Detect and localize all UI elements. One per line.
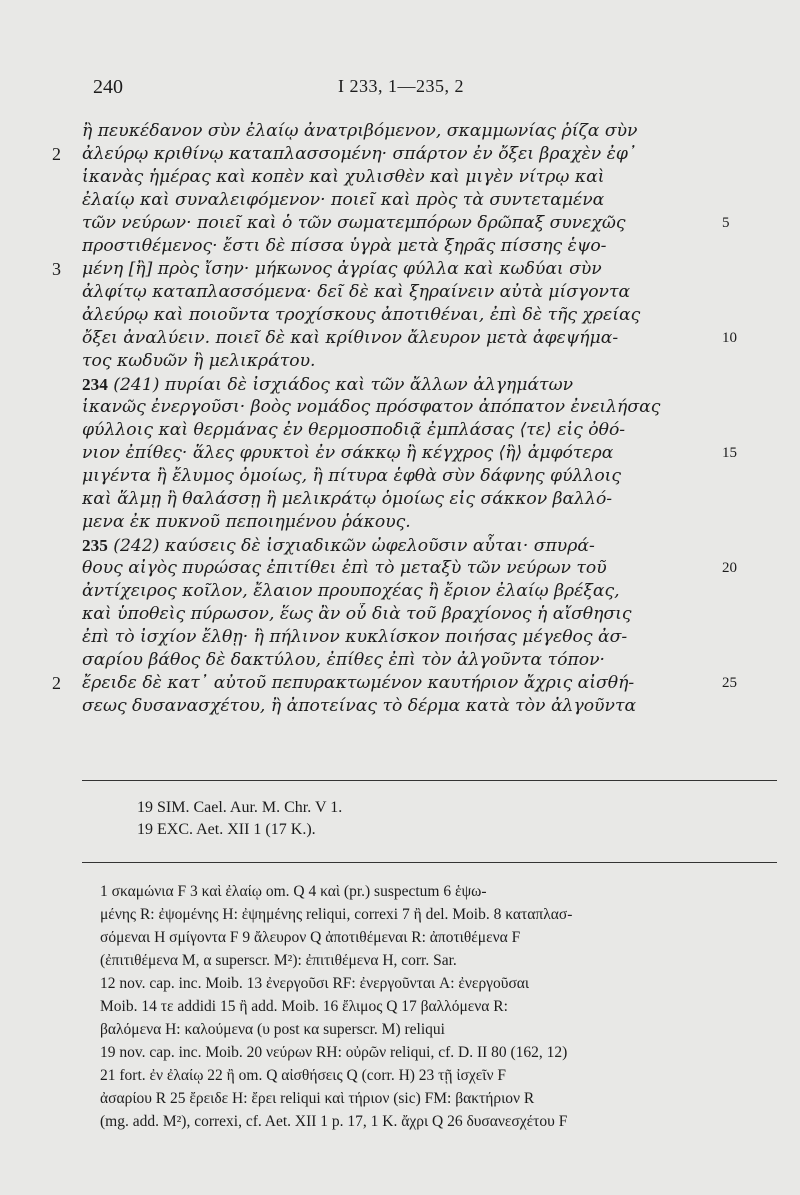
left-margin-number: 2 <box>52 144 61 164</box>
main-text <box>0 120 800 718</box>
line-text: προστιθέμενος· ἔστι δὲ πίσσα ὑγρὰ μετὰ ξηρᾶς πίσσης ἑψο- <box>82 236 607 256</box>
line-number: 25 <box>722 675 737 691</box>
apparatus-line <box>0 880 800 903</box>
footnote-rule-bottom <box>82 862 777 863</box>
text-line <box>0 327 800 350</box>
left-margin-number: 2 <box>52 673 61 693</box>
apparatus-text: 19 nov. cap. inc. Moib. 20 νεύρων RH: οὐρῶν reliqui, cf. D. II 80 (162, 12) <box>100 1044 568 1061</box>
text-line <box>0 465 800 488</box>
text-line <box>0 580 800 603</box>
apparatus-text: βαλόμενα H: καλούμενα (υ post κα superscr. M) reliqui <box>100 1021 445 1038</box>
line-text: καὶ ἅλμῃ ἢ θαλάσσῃ ἢ μελικράτῳ ὁμοίως εἰς σάκκον βαλλό- <box>82 489 613 509</box>
line-text: ἱκανῶς ἐνεργοῦσι· βοὸς νομάδος πρόσφατον ἀπόπατον ἐνειλήσας <box>82 397 661 417</box>
line-text: ἱκανὰς ἡμέρας καὶ κοπὲν καὶ χυλισθὲν καὶ μιγὲν νίτρῳ καὶ <box>82 167 605 187</box>
text-line <box>0 557 800 580</box>
source-line: 19 EXC. Aet. XII 1 (17 K.). <box>137 821 316 838</box>
section-text: (242) καύσεις δὲ ἰσχιαδικῶν ὠφελοῦσιν αὗται· σπυρά- <box>107 536 595 556</box>
section-text: (241) πυρίαι δὲ ἰσχιάδος καὶ τῶν ἄλλων ἀλγημάτων <box>107 375 574 395</box>
text-line <box>0 350 800 373</box>
apparatus-line <box>0 1018 800 1041</box>
line-text: ἔρειδε δὲ κατ᾽ αὐτοῦ πεπυρακτωμένον καυτήριον ἄχρις αἰσθή- <box>82 673 635 693</box>
line-text <box>82 534 712 558</box>
line-number: 15 <box>722 445 737 461</box>
text-line <box>0 281 800 304</box>
apparatus-line <box>0 949 800 972</box>
text-line <box>0 166 800 189</box>
line-text: καὶ ὑποθεὶς πύρωσον, ἕως ἂν οὗ διὰ τοῦ βραχίονος ἡ αἴσθησις <box>82 604 632 624</box>
apparatus-line <box>0 1087 800 1110</box>
text-line <box>0 189 800 212</box>
footnote-rule-top <box>82 780 777 781</box>
apparatus-text: (mg. add. M²), correxi, cf. Aet. XII 1 p. 17, 1 K. ἄχρι Q 26 δυσανεσχέτου F <box>100 1113 568 1130</box>
line-text <box>82 373 712 397</box>
text-line <box>0 603 800 626</box>
line-text: ἐπὶ τὸ ἰσχίον ἔλθῃ· ἢ πήλινον κυκλίσκον ποιήσας μέγεθος ἀσ- <box>82 627 628 647</box>
running-head: I 233, 1—235, 2 <box>338 76 464 96</box>
left-margin-number: 3 <box>52 259 61 279</box>
page-number: 240 <box>93 76 123 98</box>
line-text: σαρίου βάθος δὲ δακτύλου, ἐπίθες ἐπὶ τὸν ἀλγοῦντα τόπον· <box>82 650 606 670</box>
line-text: τῶν νεύρων· ποιεῖ καὶ ὁ τῶν σωματεμπόρων δρῶπαξ συνεχῶς <box>82 213 626 233</box>
text-line <box>0 143 800 166</box>
line-number: 5 <box>722 215 730 231</box>
apparatus-text: σόμεναι H σμίγοντα F 9 ἄλευρον Q ἀποτιθέμεναι R: ἀποτιθέμενα F <box>100 929 521 946</box>
text-line <box>0 626 800 649</box>
source-line: 19 SIM. Cael. Aur. M. Chr. V 1. <box>137 799 343 816</box>
line-text: τος κωδυῶν ἢ μελικράτου. <box>82 351 316 371</box>
apparatus-text: 21 fort. ἐν ἐλαίῳ 22 ἢ om. Q αἰσθήσεις Q (corr. H) 23 τῇ ἰσχεῖν F <box>100 1067 506 1084</box>
text-line <box>0 212 800 235</box>
text-line <box>0 442 800 465</box>
text-line <box>0 396 800 419</box>
text-line <box>0 534 800 557</box>
text-line <box>0 419 800 442</box>
apparatus-line <box>0 903 800 926</box>
text-line <box>0 235 800 258</box>
apparatus-text: Moib. 14 τε addidi 15 ἢ add. Moib. 16 ἔλιμος Q 17 βαλλόμενα R: <box>100 998 508 1015</box>
section-number: 235 <box>82 536 108 555</box>
apparatus-text: μένης R: ἐψομένης H: ἐψημένης reliqui, correxi 7 ἢ del. Moib. 8 καταπλασ- <box>100 906 573 923</box>
apparatus-text: ἀσαρίου R 25 ἔρειδε H: ἔρει reliqui καὶ τήριον (sic) FM: βακτήριον R <box>100 1090 535 1107</box>
apparatus-line <box>0 1041 800 1064</box>
text-line <box>0 258 800 281</box>
line-text: σεως δυσανασχέτου, ἢ ἀποτείνας τὸ δέρμα κατὰ τὸν ἀλγοῦντα <box>82 696 637 716</box>
text-line <box>0 120 800 143</box>
line-text: ἐλαίῳ καὶ συναλειφόμενον· ποιεῖ καὶ πρὸς τὰ συντεταμένα <box>82 190 605 210</box>
text-line <box>0 672 800 695</box>
sources-block <box>0 797 800 841</box>
apparatus-line <box>0 1064 800 1087</box>
line-text: νιον ἐπίθες· ἅλες φρυκτοὶ ἐν σάκκῳ ἢ κέγχρος ⟨ἢ⟩ ἀμφότερα <box>82 443 614 463</box>
apparatus-line <box>0 926 800 949</box>
line-text: ἢ πευκέδανον σὺν ἐλαίῳ ἀνατριβόμενον, σκαμμωνίας ῥίζα σὺν <box>82 121 638 141</box>
apparatus-text: 12 nov. cap. inc. Moib. 13 ἐνεργοῦσι RF: ἐνεργοῦνται A: ἐνεργοῦσαι <box>100 975 530 992</box>
text-line <box>0 695 800 718</box>
text-line <box>0 511 800 534</box>
page-header <box>0 72 800 102</box>
apparatus-line <box>0 972 800 995</box>
line-text: ἀλεύρῳ καὶ ποιοῦντα τροχίσκους ἀποτιθέναι, ἐπὶ δὲ τῆς χρείας <box>82 305 641 325</box>
line-text: ἀντίχειρος κοῖλον, ἔλαιον προυποχέας ἢ ἔριον ἐλαίῳ βρέξας, <box>82 581 620 601</box>
section-number: 234 <box>82 375 108 394</box>
line-text: φύλλοις καὶ θερμάνας ἐν θερμοσποδιᾷ ἐμπλάσας ⟨τε⟩ εἰς ὀθό- <box>82 420 626 440</box>
apparatus-text: (ἐπιτιθέμενα M, α superscr. M²): ἐπιτιθέμενα H, corr. Sar. <box>100 952 457 969</box>
text-line <box>0 304 800 327</box>
critical-apparatus <box>0 880 800 1133</box>
line-text: μιγέντα ἢ ἔλυμος ὁμοίως, ἢ πίτυρα ἑφθὰ σὺν δάφνης φύλλοις <box>82 466 622 486</box>
apparatus-text: 1 σκαμώνια F 3 καὶ ἐλαίῳ om. Q 4 καὶ (pr.) suspectum 6 ἑψω- <box>100 883 487 900</box>
text-line <box>0 373 800 396</box>
text-line <box>0 649 800 672</box>
text-line <box>0 488 800 511</box>
line-text: ὄξει ἀναλύειν. ποιεῖ δὲ καὶ κρίθινον ἄλευρον μετὰ ἀφεψήμα- <box>82 328 619 348</box>
line-text: μενα ἐκ πυκνοῦ πεποιημένου ῥάκους. <box>82 512 411 532</box>
line-number: 10 <box>722 330 737 346</box>
line-text: μένη [ἢ] πρὸς ἴσην· μήκωνος ἀγρίας φύλλα καὶ κωδύαι σὺν <box>82 259 602 279</box>
apparatus-line <box>0 1110 800 1133</box>
line-text: ἀλεύρῳ κριθίνῳ καταπλασσομένη· σπάρτον ἐν ὄξει βραχὲν ἐφ᾽ <box>82 144 637 164</box>
line-text: ἀλφίτῳ καταπλασσόμενα· δεῖ δὲ καὶ ξηραίνειν αὐτὰ μίσγοντα <box>82 282 631 302</box>
line-number: 20 <box>722 560 737 576</box>
apparatus-line <box>0 995 800 1018</box>
line-text: θους αἰγὸς πυρώσας ἐπιτίθει ἐπὶ τὸ μεταξὺ τῶν νεύρων τοῦ <box>82 558 607 578</box>
